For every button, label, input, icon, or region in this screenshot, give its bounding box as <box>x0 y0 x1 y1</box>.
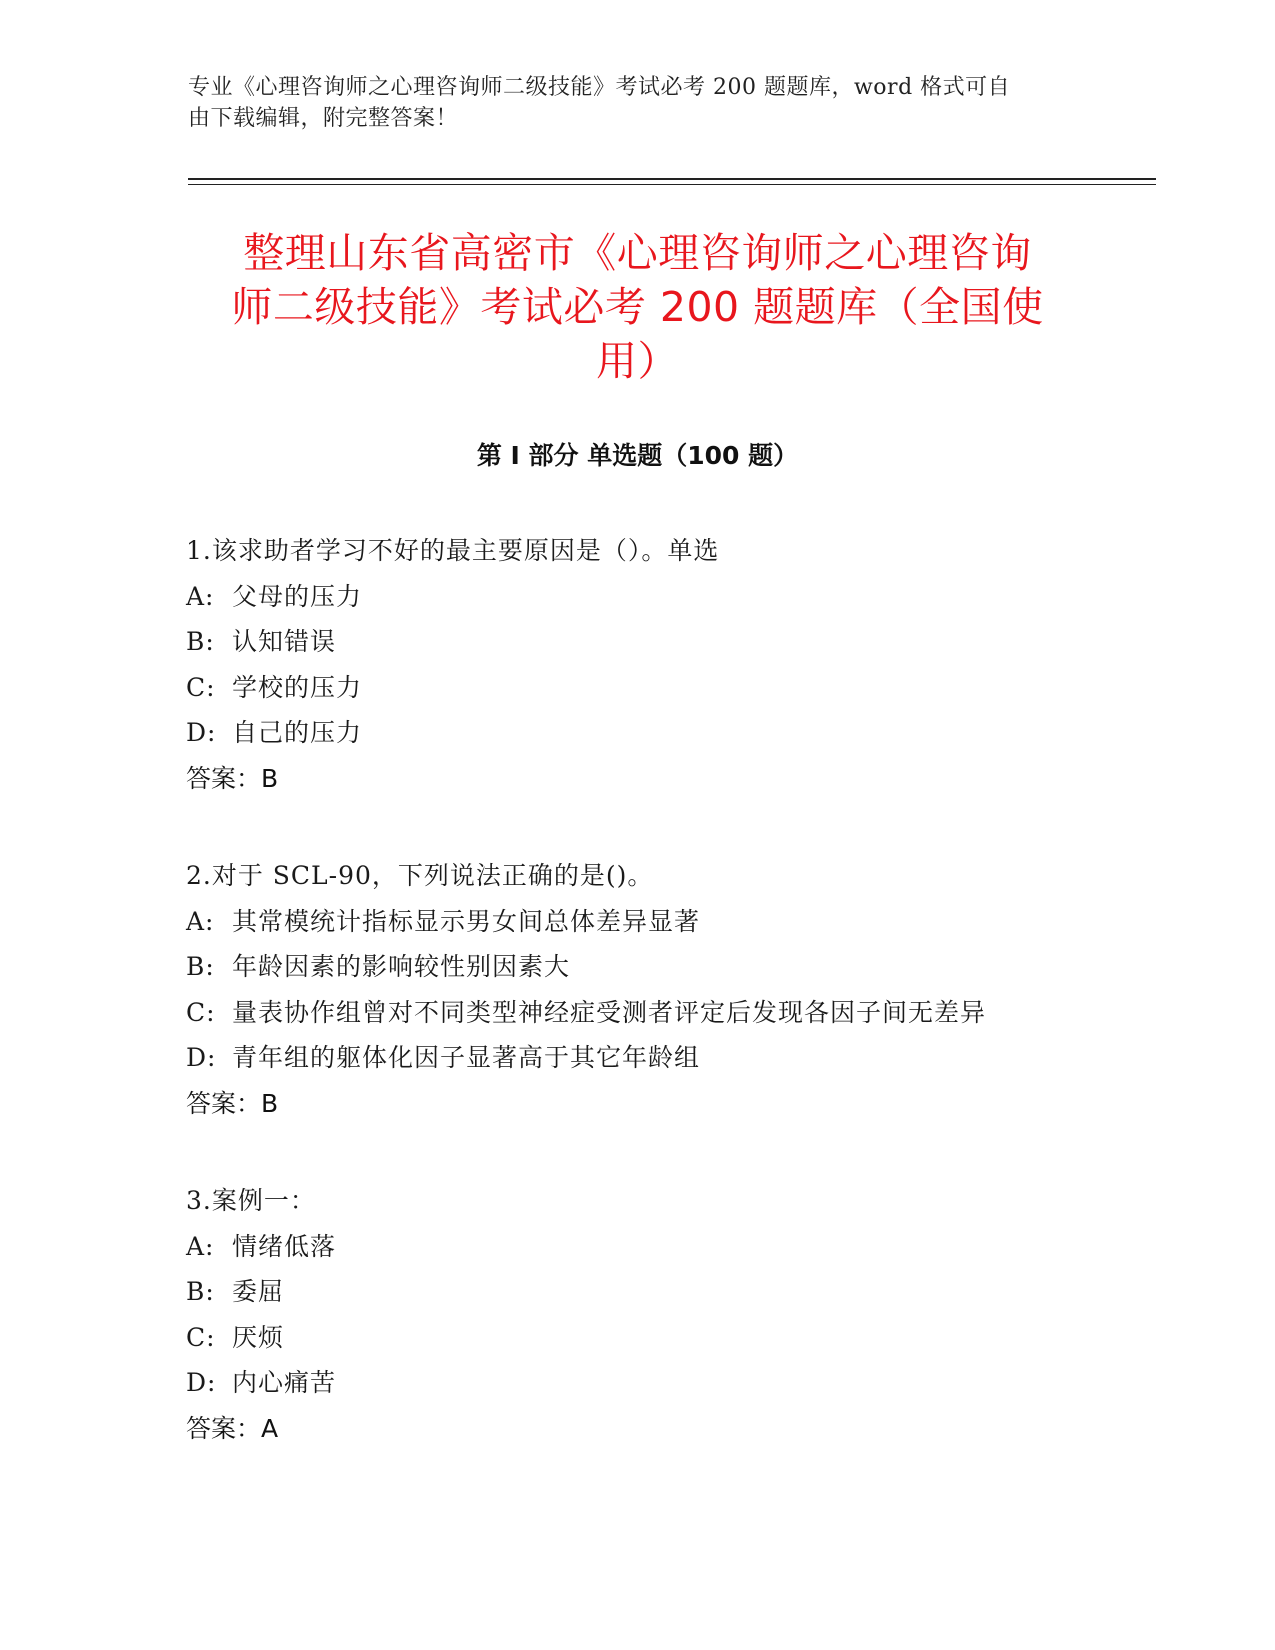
option-d <box>186 1035 1126 1081</box>
section-heading: 第 I 部分 单选题（100 题） <box>476 441 799 470</box>
option-b <box>186 944 1126 990</box>
option-text: 学校的压力 <box>232 672 363 702</box>
answer-label: 答案：B <box>186 1088 279 1118</box>
option-d <box>186 1360 1126 1406</box>
option-text: 量表协作组曾对不同类型神经症受测者评定后发现各因子间无差异 <box>232 997 987 1027</box>
question-stem: 1.该求助者学习不好的最主要原因是（）。单选 <box>186 536 720 565</box>
option-key: C: <box>186 997 216 1027</box>
option-key: D: <box>186 1368 217 1397</box>
option-key: A: <box>186 906 215 936</box>
option-text: 厌烦 <box>232 1322 285 1352</box>
document-title-line-2: 师二级技能》考试必考 200 题题库（全国使 <box>231 283 1044 331</box>
question-item <box>186 528 1126 801</box>
option-text: 情绪低落 <box>232 1231 337 1261</box>
header-divider-thin <box>188 184 1156 185</box>
question-item <box>186 1178 1126 1451</box>
option-c <box>186 990 1126 1036</box>
option-key: D: <box>186 1043 217 1072</box>
header-note <box>188 72 1068 134</box>
option-b <box>186 619 1126 665</box>
option-key: B: <box>186 627 215 656</box>
document-title-line-3: 用） <box>596 337 679 385</box>
option-key: A: <box>186 1231 215 1261</box>
header-divider-thick <box>188 178 1156 180</box>
option-text: 内心痛苦 <box>232 1368 337 1397</box>
option-key: D: <box>186 718 217 747</box>
question-list <box>186 528 1126 1503</box>
option-key: C: <box>186 672 216 702</box>
option-d <box>186 710 1126 756</box>
option-c <box>186 1315 1126 1361</box>
option-text: 其常模统计指标显示男女间总体差异显著 <box>232 906 701 936</box>
option-key: B: <box>186 952 215 981</box>
option-text: 认知错误 <box>232 627 337 656</box>
option-text: 父母的压力 <box>232 581 363 611</box>
document-title <box>190 226 1085 388</box>
question-stem: 3.案例一： <box>186 1186 316 1215</box>
option-text: 青年组的躯体化因子显著高于其它年龄组 <box>232 1043 701 1072</box>
header-note-line-2: 由下载编辑，附完整答案！ <box>188 106 459 131</box>
answer-label: 答案：A <box>186 1413 279 1443</box>
option-key: A: <box>186 581 215 611</box>
answer-label: 答案：B <box>186 763 279 793</box>
option-a <box>186 899 1126 945</box>
option-a <box>186 574 1126 620</box>
option-text: 年龄因素的影响较性别因素大 <box>232 952 571 981</box>
option-c <box>186 665 1126 711</box>
option-key: C: <box>186 1322 216 1352</box>
option-b <box>186 1269 1126 1315</box>
question-stem: 2.对于 SCL-90，下列说法正确的是()。 <box>186 861 654 890</box>
option-text: 委屈 <box>232 1277 285 1306</box>
option-a <box>186 1224 1126 1270</box>
header-note-line-1: 专业《心理咨询师之心理咨询师二级技能》考试必考 200 题题库，word 格式可自 <box>188 75 1011 100</box>
option-text: 自己的压力 <box>232 718 363 747</box>
option-key: B: <box>186 1277 215 1306</box>
document-title-line-1: 整理山东省高密市《心理咨询师之心理咨询 <box>243 229 1032 277</box>
question-item <box>186 853 1126 1126</box>
